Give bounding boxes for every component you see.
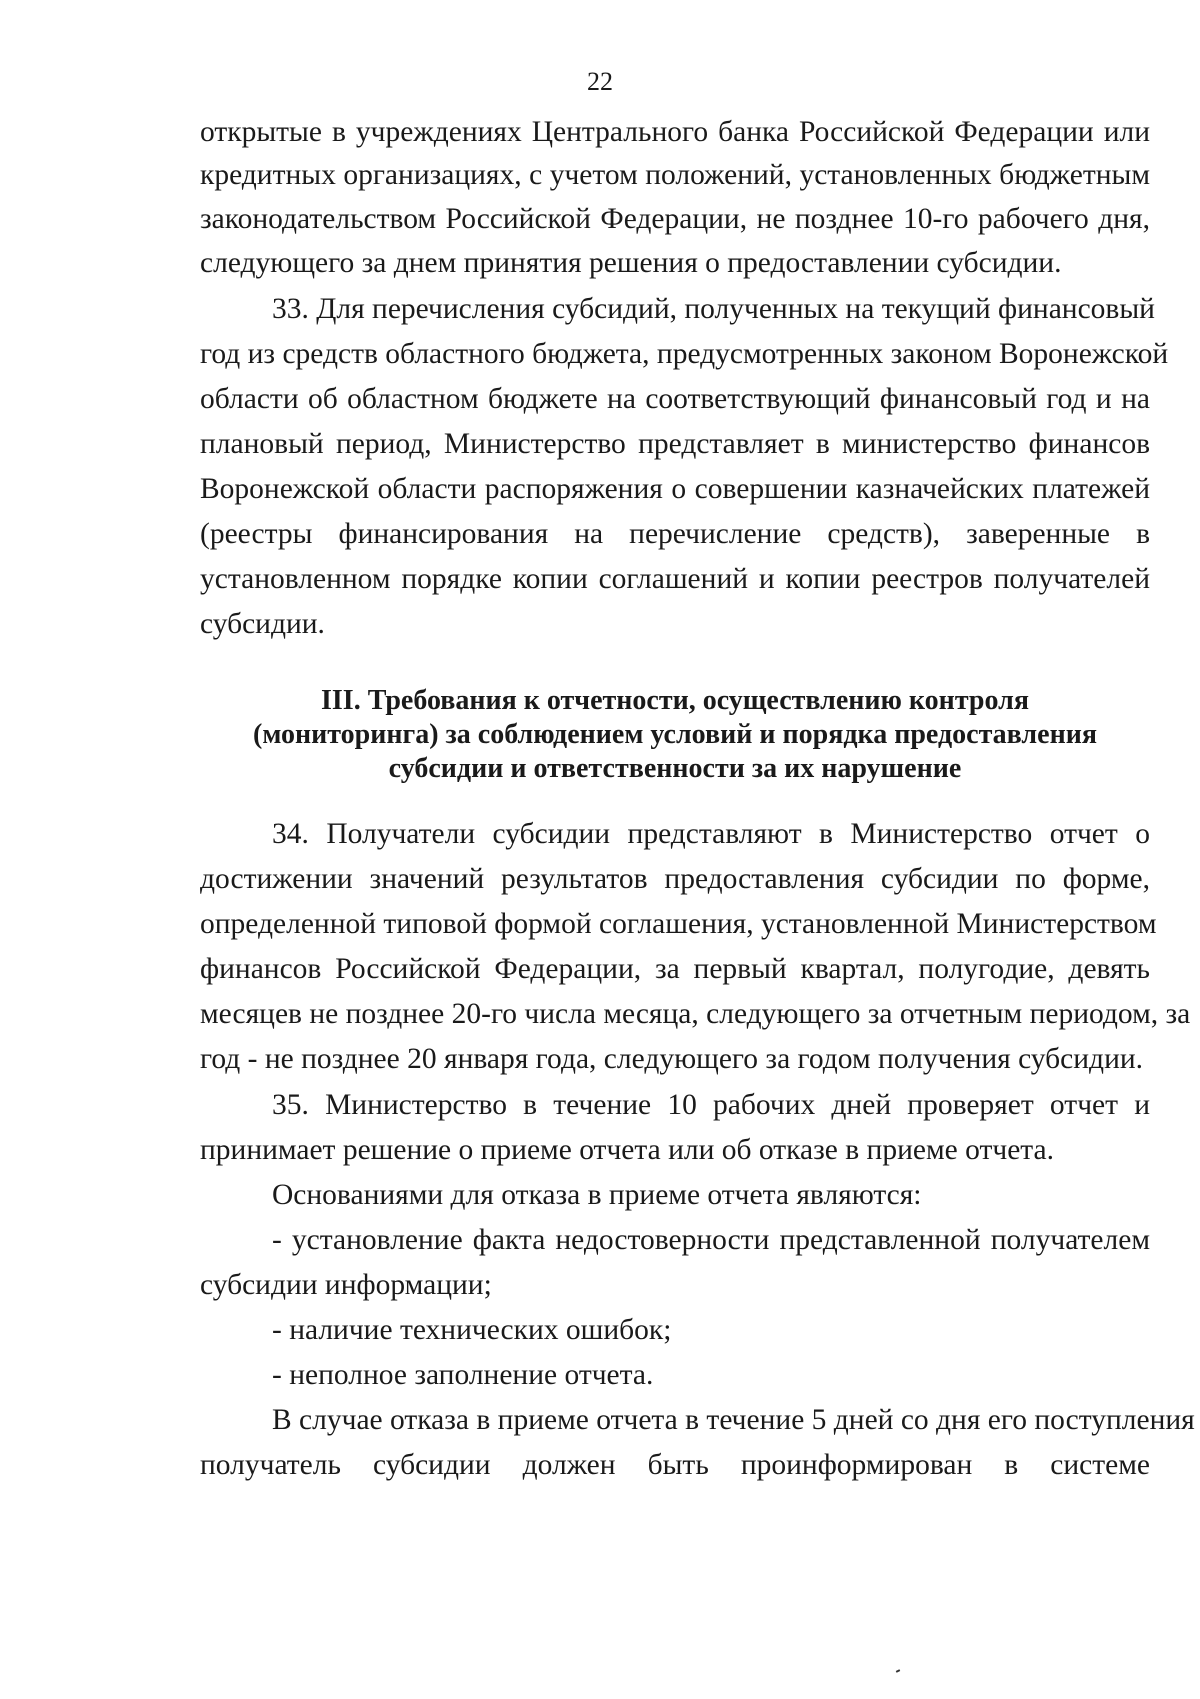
list-item-line: - наличие технических ошибок;: [272, 1314, 672, 1346]
section-heading-line: субсидии и ответственности за их нарушение: [388, 753, 962, 784]
page-number: 22: [587, 67, 613, 96]
grounds-intro-line: Основаниями для отказа в приеме отчета являются:: [272, 1179, 922, 1211]
paragraph-33-first-line: 33. Для перечисления субсидий, полученных на текущий финансовый: [272, 293, 1155, 325]
text-line: открытые в учреждениях Центрального банка Российской Федерации или: [200, 116, 1150, 148]
text-line: плановый период, Министерство представляет в министерство финансов: [200, 428, 1150, 460]
text-line: области об областном бюджете на соответствующий финансовый год и на: [200, 383, 1150, 415]
list-item-line: - неполное заполнение отчета.: [272, 1359, 654, 1391]
paragraph-34-first-line: 34. Получатели субсидии представляют в Министерство отчет о: [272, 818, 1150, 850]
text-line: Воронежской области распоряжения о совершении казначейских платежей: [200, 473, 1150, 505]
text-line: следующего за днем принятия решения о предоставлении субсидии.: [200, 247, 1062, 279]
text-line: законодательством Российской Федерации, не позднее 10-го рабочего дня,: [200, 203, 1150, 235]
text-line: месяцев не позднее 20-го числа месяца, следующего за отчетным периодом, за: [200, 998, 1191, 1030]
text-line: определенной типовой формой соглашения, установленной Министерством: [200, 908, 1157, 940]
paragraph-35-first-line: 35. Министерство в течение 10 рабочих дней проверяет отчет и: [272, 1089, 1150, 1121]
text-line: установленном порядке копии соглашений и копии реестров получателей: [200, 563, 1150, 595]
text-line: субсидии информации;: [200, 1269, 492, 1301]
paragraph-refusal-first-line: В случае отказа в приеме отчета в течение 5 дней со дня его поступления: [272, 1404, 1195, 1436]
section-heading-line: (мониторинга) за соблюдением условий и порядка предоставления: [253, 719, 1097, 750]
text-line: достижении значений результатов предоставления субсидии по форме,: [200, 863, 1150, 895]
scan-artifact: [896, 1669, 900, 1673]
text-line: год из средств областного бюджета, предусмотренных законом Воронежской: [200, 338, 1169, 370]
text-line: получатель субсидии должен быть проинформирован в системе: [200, 1449, 1150, 1481]
text-line: принимает решение о приеме отчета или об отказе в приеме отчета.: [200, 1134, 1055, 1166]
text-line: субсидии.: [200, 608, 325, 640]
text-line: год - не позднее 20 января года, следующего за годом получения субсидии.: [200, 1043, 1144, 1075]
list-item-line: - установление факта недостоверности представленной получателем: [272, 1224, 1150, 1256]
text-line: кредитных организациях, с учетом положений, установленных бюджетным: [200, 159, 1150, 191]
section-heading-line: III. Требования к отчетности, осуществлению контроля: [321, 685, 1029, 716]
text-line: (реестры финансирования на перечисление средств), заверенные в: [200, 518, 1150, 550]
text-line: финансов Российской Федерации, за первый квартал, полугодие, девять: [200, 953, 1150, 985]
